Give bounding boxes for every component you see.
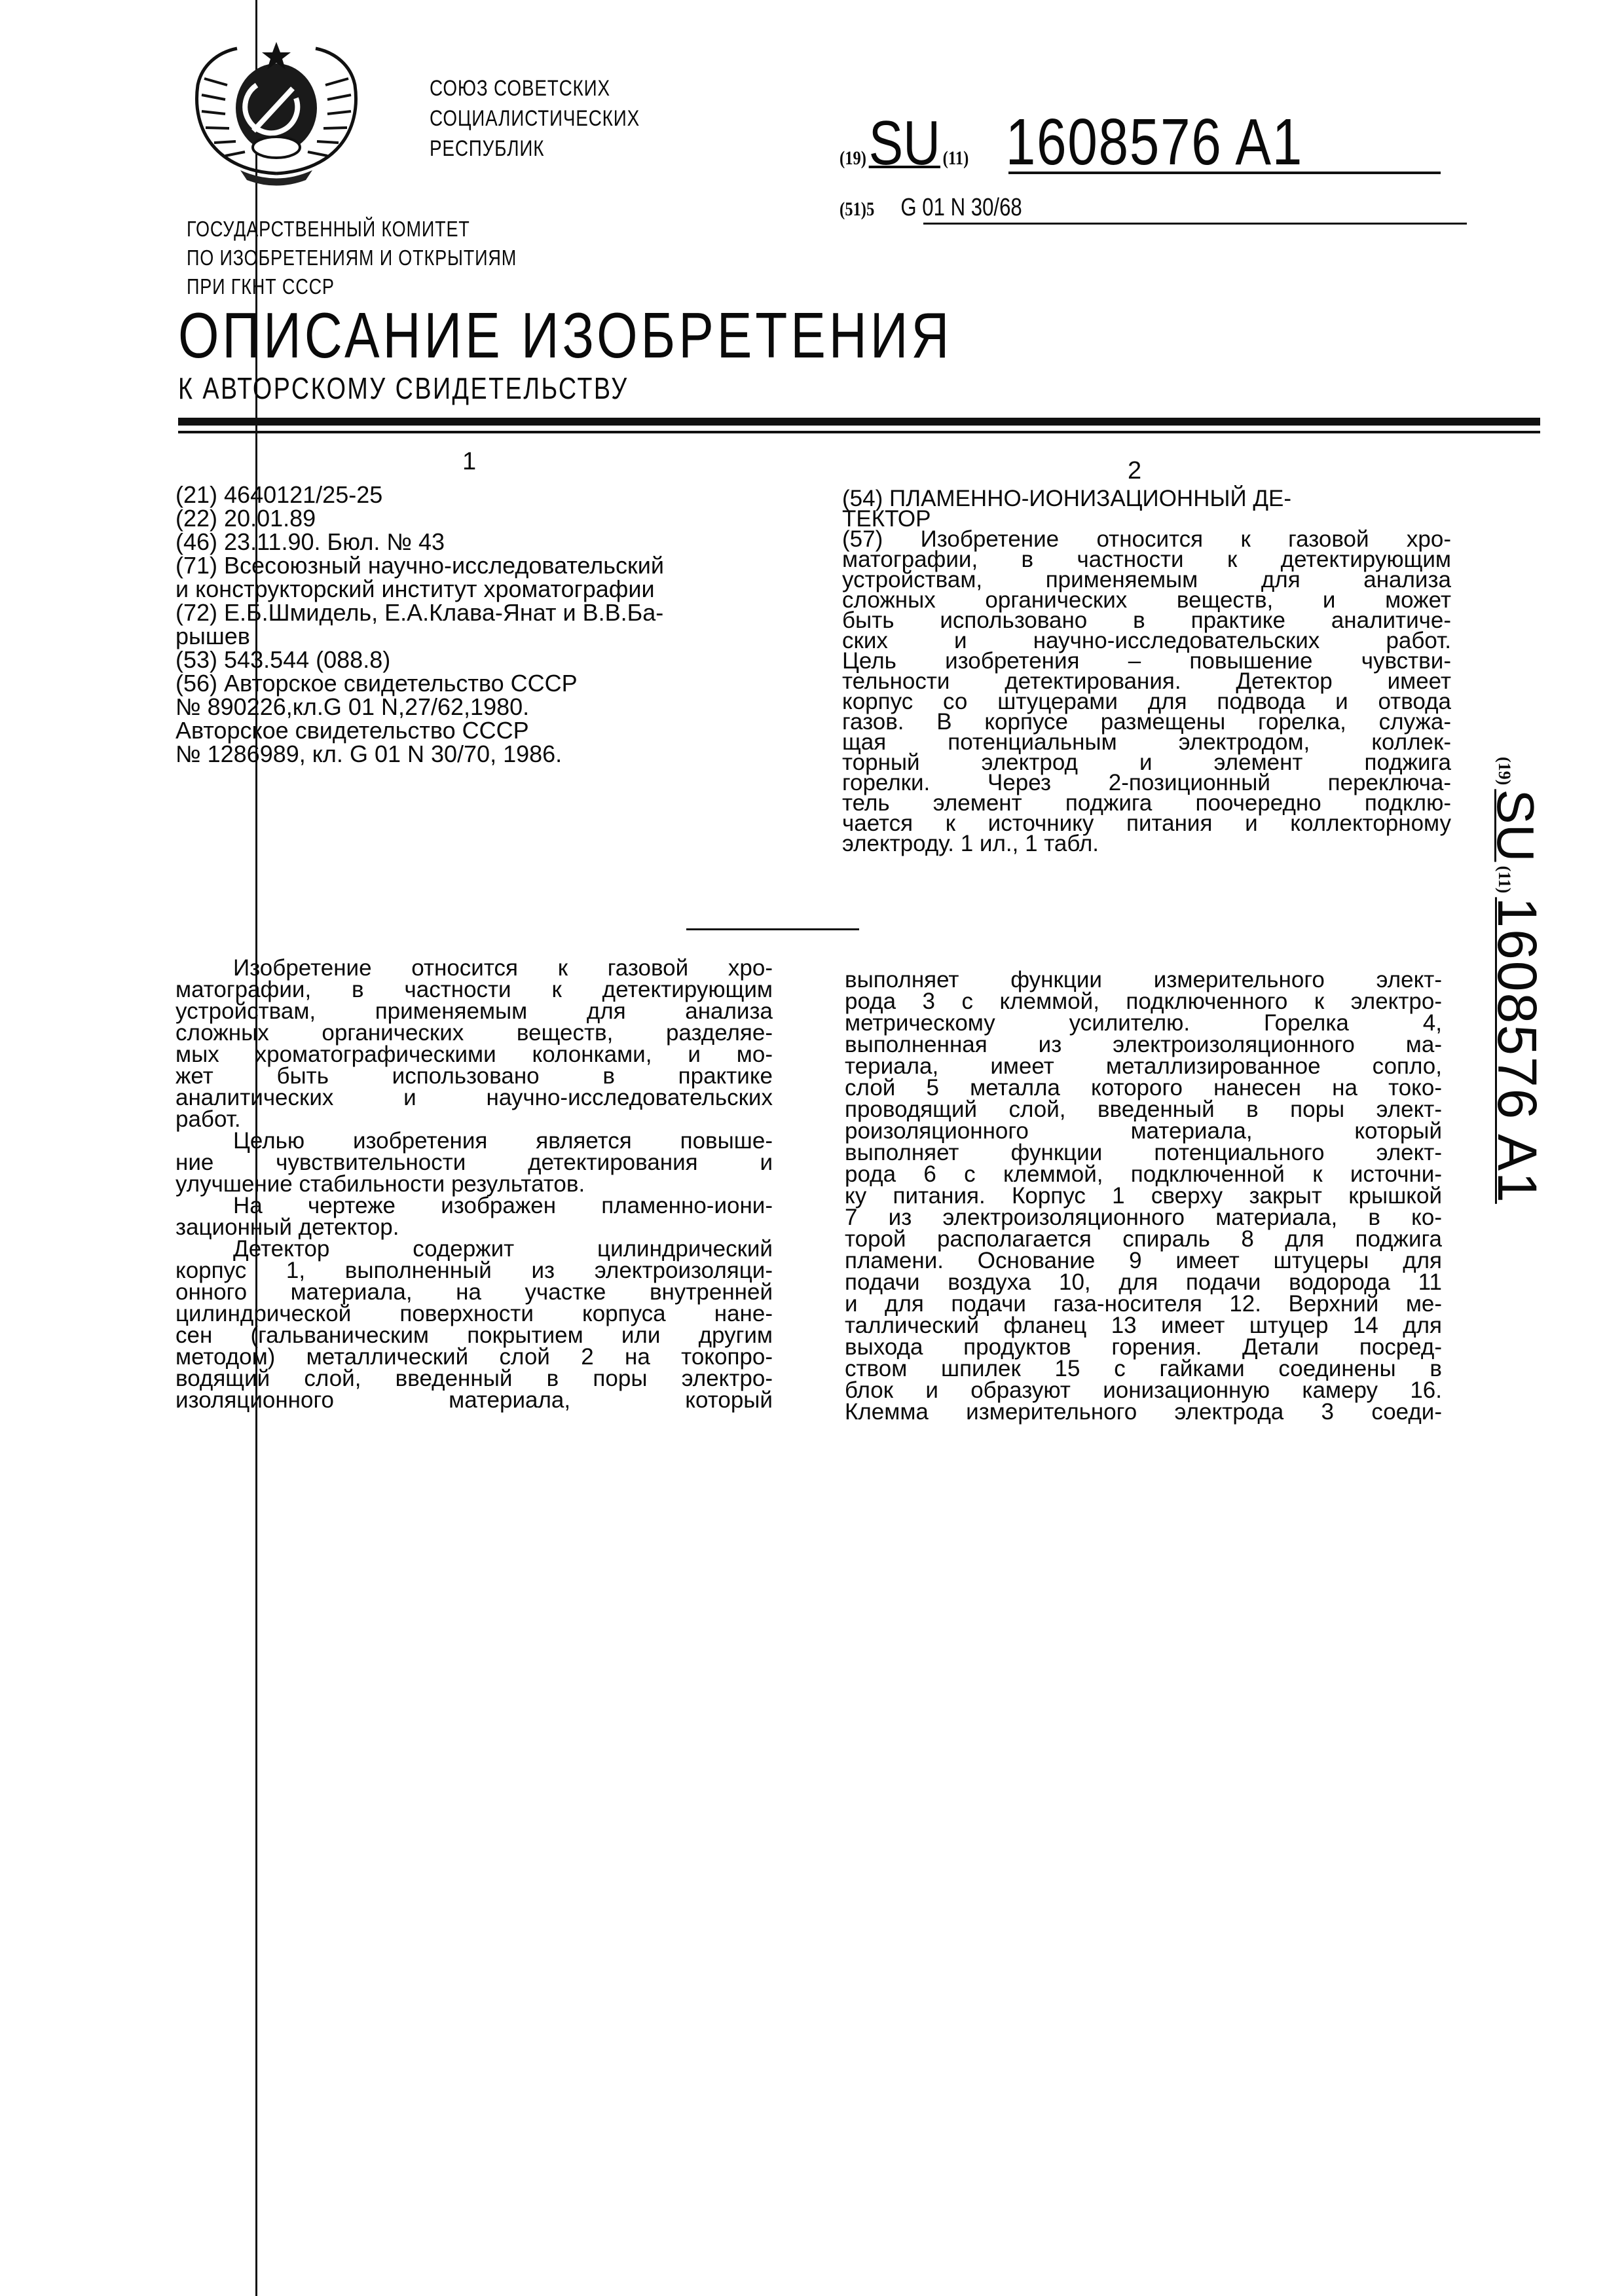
ipc-underline xyxy=(923,223,1467,225)
ussr-emblem-icon xyxy=(178,39,375,190)
bibliography-line: (21) 4640121/25-25 xyxy=(175,483,778,507)
abstract-line: сложных органических веществ, и может xyxy=(842,590,1451,610)
bibliography-line: (71) Всесоюзный научно-исследовательский xyxy=(175,554,778,577)
abstract-line: матографии, в частности к детектирующим xyxy=(842,549,1451,570)
description-line: блок и образуют ионизационную камеру 16. xyxy=(845,1379,1442,1401)
description-column-left xyxy=(175,957,773,1411)
bibliography-line: (53) 543.544 (088.8) xyxy=(175,648,778,672)
description-line: териала, имеет металлизированное сопло, xyxy=(845,1055,1442,1077)
description-line: Целью изобретения является повыше- xyxy=(175,1130,773,1152)
bibliography-line: (22) 20.01.89 xyxy=(175,507,778,530)
description-line: выполняет функции измерительного элект- xyxy=(845,969,1442,991)
bibliography-line: (46) 23.11.90. Бюл. № 43 xyxy=(175,530,778,554)
description-line: и для подачи газа-носителя 12. Верхний ме- xyxy=(845,1293,1442,1315)
publication-number-underline xyxy=(1008,172,1441,174)
abstract-line: торный электрод и элемент поджига xyxy=(842,752,1451,773)
document-subtitle: К АВТОРСКОМУ СВИДЕТЕЛЬСТВУ xyxy=(178,371,629,406)
invention-title-line: (54) ПЛАМЕННО-ИОНИЗАЦИОННЫЙ ДЕ- xyxy=(842,488,1451,509)
document-title: ОПИСАНИЕ ИЗОБРЕТЕНИЯ xyxy=(178,299,952,373)
description-line: роизоляционного материала, который xyxy=(845,1120,1442,1142)
country-line: РЕСПУБЛИК xyxy=(430,134,640,164)
abstract-line: щая потенциальным электродом, коллек- xyxy=(842,732,1451,752)
country-name xyxy=(430,73,640,164)
margin-inid-number: (11) xyxy=(1494,866,1514,893)
invention-title-line: ТЕКТОР xyxy=(842,509,1451,529)
description-line: аналитических и научно-исследовательских xyxy=(175,1087,773,1108)
description-line: Детектор содержит цилиндрический xyxy=(175,1238,773,1260)
committee-line: ПО ИЗОБРЕТЕНИЯМ И ОТКРЫТИЯМ xyxy=(187,244,517,272)
description-line: цилиндрической поверхности корпуса нане- xyxy=(175,1303,773,1324)
description-line: рода 6 с клеммой, подключенной к источни- xyxy=(845,1163,1442,1185)
country-line: СОЦИАЛИСТИЧЕСКИХ xyxy=(430,103,640,134)
section-divider xyxy=(686,928,859,930)
description-line: ние чувствительности детектирования и xyxy=(175,1152,773,1173)
description-line: метрическому усилителю. Горелка 4, xyxy=(845,1012,1442,1034)
inid-publication-number: (11) xyxy=(943,147,969,169)
column-number-right: 2 xyxy=(1128,457,1141,485)
description-line: торой располагается спираль 8 для поджига xyxy=(845,1228,1442,1250)
description-line: Изобретение относится к газовой хро- xyxy=(175,957,773,979)
description-line: зационный детектор. xyxy=(175,1216,773,1238)
description-line: На чертеже изображен пламенно-иони- xyxy=(175,1195,773,1216)
description-line: жет быть использовано в практике xyxy=(175,1065,773,1087)
abstract-line: (57) Изобретение относится к газовой хро- xyxy=(842,529,1451,549)
description-line: сен (гальваническим покрытием или другим xyxy=(175,1324,773,1346)
margin-inid-country: (19) xyxy=(1494,757,1514,785)
description-line: проводящий слой, введенный в поры элект- xyxy=(845,1099,1442,1120)
abstract-line: тель элемент поджига поочередно подклю- xyxy=(842,793,1451,813)
publication-id xyxy=(840,105,1333,177)
bibliographic-data xyxy=(175,483,778,766)
description-line: подачи воздуха 10, для подачи водорода 11 xyxy=(845,1271,1442,1293)
country-line: СОЮЗ СОВЕТСКИХ xyxy=(430,73,640,103)
ipc-code: G 01 N 30/68 xyxy=(900,194,1022,221)
column-number-left: 1 xyxy=(462,448,476,476)
ipc-classification xyxy=(840,194,1022,222)
description-line: улучшение стабильности результатов. xyxy=(175,1173,773,1195)
description-line: водящий слой, введенный в поры электро- xyxy=(175,1368,773,1389)
bibliography-line: (72) Е.Б.Шмидель, Е.А.Клава-Янат и В.В.Ба- xyxy=(175,601,778,625)
committee-line: ПРИ ГКНТ СССР xyxy=(187,272,517,301)
description-line: изоляционного материала, который xyxy=(175,1389,773,1411)
description-line: мых хроматографическими колонками, и мо- xyxy=(175,1044,773,1065)
inid-ipc: (51)5 xyxy=(840,198,874,220)
description-line: пламени. Основание 9 имеет штуцеры для xyxy=(845,1250,1442,1271)
margin-publication-id xyxy=(1485,753,1544,1283)
margin-publication-number: 1608576 A1 xyxy=(1485,897,1549,1203)
description-line: работ. xyxy=(175,1108,773,1130)
inid-country-code: (19) xyxy=(840,147,866,169)
description-line: выполняет функции потенциального элект- xyxy=(845,1142,1442,1163)
description-line: слой 5 металла которого нанесен на токо- xyxy=(845,1077,1442,1099)
description-line: сложных органических веществ, разделяе- xyxy=(175,1022,773,1044)
description-line: методом) металлический слой 2 на токопро- xyxy=(175,1346,773,1368)
bibliography-line: Авторское свидетельство СССР xyxy=(175,719,778,742)
bibliography-line: № 1286989, кл. G 01 N 30/70, 1986. xyxy=(175,742,778,766)
description-line: 7 из электроизоляционного материала, в ко- xyxy=(845,1207,1442,1228)
bibliography-line: № 890226,кл.G 01 N,27/62,1980. xyxy=(175,695,778,719)
bibliography-line: (56) Авторское свидетельство СССР xyxy=(175,672,778,695)
abstract-line: Цель изобретения – повышение чувстви- xyxy=(842,651,1451,671)
description-line: выполненная из электроизоляционного ма- xyxy=(845,1034,1442,1055)
description-line: онного материала, на участке внутренней xyxy=(175,1281,773,1303)
margin-country-code: SU xyxy=(1485,789,1545,862)
abstract-line: чается к источнику питания и коллекторному xyxy=(842,813,1451,833)
header-rule-thin xyxy=(178,431,1540,433)
abstract-line: горелки. Через 2-позиционный переключа- xyxy=(842,773,1451,793)
description-line: рода 3 с клеммой, подключенного к электро- xyxy=(845,991,1442,1012)
abstract-line: тельности детектирования. Детектор имеет xyxy=(842,671,1451,691)
abstract-line: быть использовано в практике аналитиче- xyxy=(842,610,1451,630)
description-line: матографии, в частности к детектирующим xyxy=(175,979,773,1000)
bibliography-line: и конструкторский институт хроматографии xyxy=(175,577,778,601)
bibliography-line: рышев xyxy=(175,625,778,648)
abstract-line: корпус со штуцерами для подвода и отвода xyxy=(842,691,1451,712)
abstract-text xyxy=(842,529,1451,854)
country-code: SU xyxy=(869,108,940,178)
abstract xyxy=(842,488,1451,854)
header-rule-thick xyxy=(178,418,1540,426)
issuing-committee xyxy=(187,215,517,301)
abstract-line: электроду. 1 ил., 1 табл. xyxy=(842,833,1451,854)
description-line: таллический фланец 13 имеет штуцер 14 для xyxy=(845,1315,1442,1336)
abstract-line: устройствам, применяемым для анализа xyxy=(842,570,1451,590)
description-line: ку питания. Корпус 1 сверху закрыт крышкой xyxy=(845,1185,1442,1207)
description-line: ством шпилек 15 с гайками соединены в xyxy=(845,1358,1442,1379)
committee-line: ГОСУДАРСТВЕННЫЙ КОМИТЕТ xyxy=(187,215,517,244)
description-line: корпус 1, выполненный из электроизоляци- xyxy=(175,1260,773,1281)
abstract-line: ских и научно-исследовательских работ. xyxy=(842,630,1451,651)
description-line: устройствам, применяемым для анализа xyxy=(175,1000,773,1022)
description-column-right xyxy=(845,969,1442,1423)
abstract-line: газов. В корпусе размещены горелка, служа- xyxy=(842,712,1451,732)
description-line: выхода продуктов горения. Детали посред- xyxy=(845,1336,1442,1358)
publication-number: 1608576 A1 xyxy=(1006,105,1303,179)
description-line: Клемма измерительного электрода 3 соеди- xyxy=(845,1401,1442,1423)
